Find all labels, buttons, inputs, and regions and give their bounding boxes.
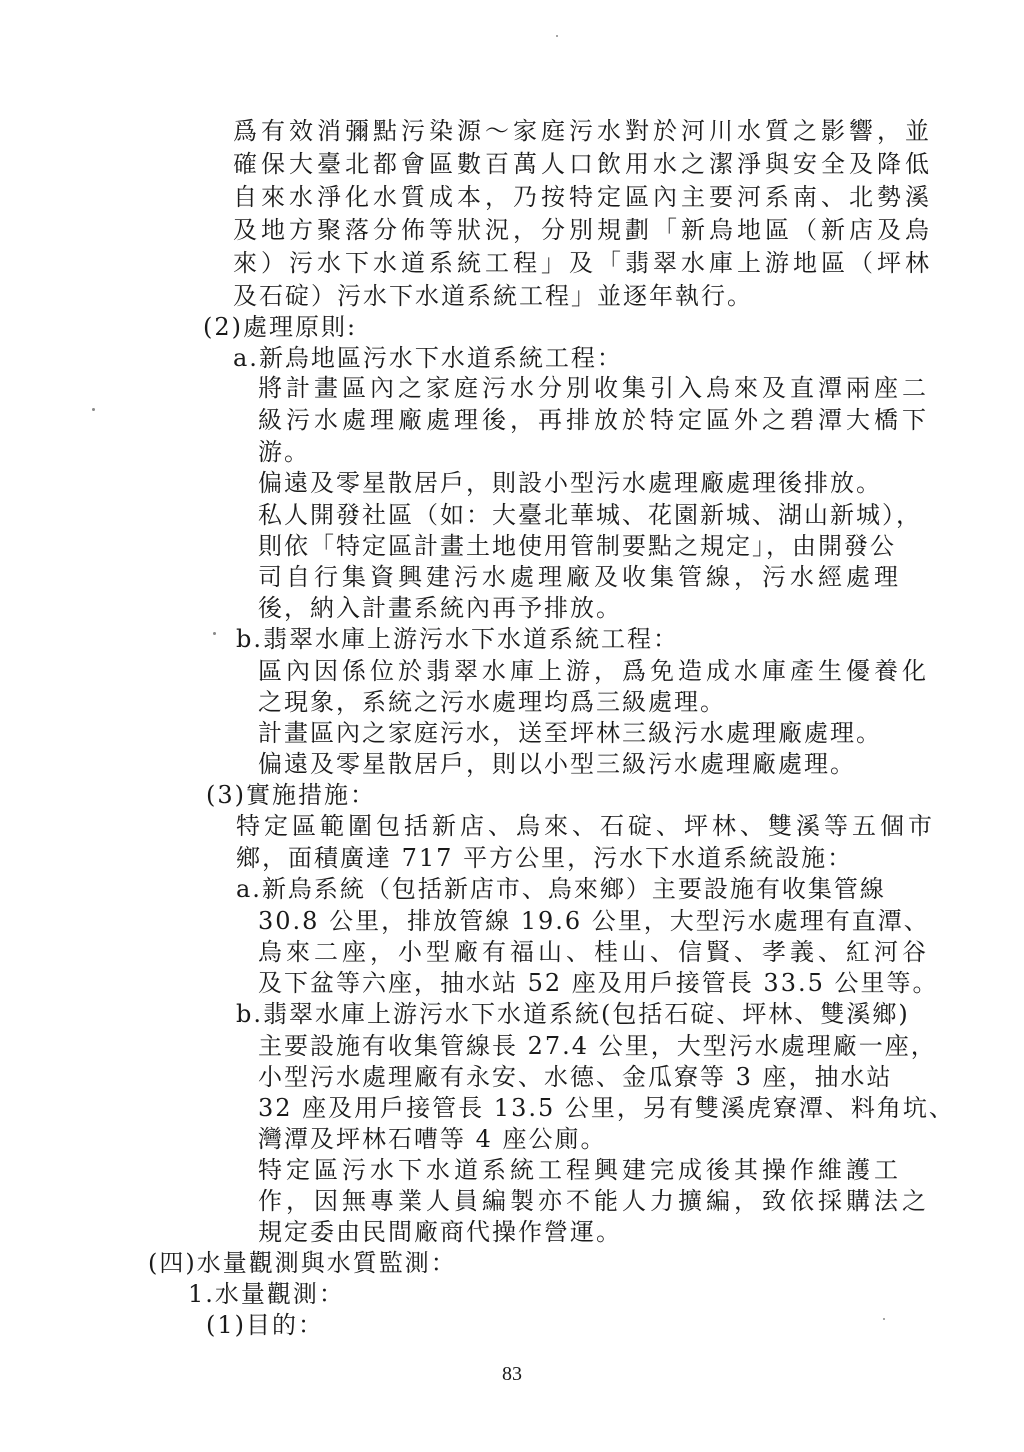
measures-heading: (3)實施措施： [206,781,376,809]
measures-b-line: 規定委由民間廠商代操作營運。 [258,1218,622,1246]
principles-a-line: 偏遠及零星散居戶，則設小型污水處理廠處理後排放。 [258,469,882,497]
principles-a-heading: a.新烏地區污水下水道系統工程： [233,344,623,372]
principles-a-line: 級污水處理廠處理後，再排放於特定區外之碧潭大橋下 [258,406,930,434]
section4-heading: (四)水量觀測與水質監測： [148,1249,457,1277]
principles-a-line: 私人開發社區（如：大臺北華城、花園新城、湖山新城）， [258,501,922,529]
measures-a-line: 30.8 公里，排放管線 19.6 公里，大型污水處理有直潭、 [258,907,930,935]
measures-intro-line: 鄉，面積廣達 717 平方公里，污水下水道系統設施： [236,844,854,872]
measures-b-line: 小型污水處理廠有永安、水德、金瓜寮等 3 座，抽水站 [258,1063,893,1091]
section4-sub1-1: (1)目的： [206,1311,324,1339]
principles-b-line: 區內因係位於翡翠水庫上游，爲免造成水庫產生優養化 [258,657,930,685]
measures-b-line: 特定區污水下水道系統工程興建完成後其操作維護工 [258,1156,902,1184]
intro-line-6: 及石碇）污水下水道系統工程」並逐年執行。 [233,282,753,310]
measures-b-line: 32 座及用戶接管長 13.5 公里，另有雙溪虎寮潭、料角坑、 [258,1094,955,1122]
intro-line-4: 及地方聚落分佈等狀況，分別規劃「新烏地區（新店及烏 [233,216,933,244]
intro-line-3: 自來水淨化水質成本，乃按特定區內主要河系南、北勢溪 [233,183,933,211]
scan-speck [92,408,95,411]
principles-b-heading: b.翡翠水庫上游污水下水道系統工程： [236,625,679,653]
measures-b-line: 主要設施有收集管線長 27.4 公里，大型污水處理廠一座， [258,1032,937,1060]
page-number: 83 [502,1363,522,1385]
principles-a-line: 將計畫區內之家庭污水分別收集引入烏來及直潭兩座二 [258,374,930,402]
principles-b-line: 之現象，系統之污水處理均爲三級處理。 [258,688,726,716]
section4-sub1: 1.水量觀測： [188,1280,345,1308]
principles-a-line: 司自行集資興建污水處理廠及收集管線，污水經處理 [258,563,902,591]
principles-b-line: 偏遠及零星散居戶，則以小型三級污水處理廠處理。 [258,750,856,778]
measures-b-line: 灣潭及坪林石嘈等 4 座公廁。 [258,1125,607,1153]
measures-a-line: 及下盆等六座，抽水站 52 座及用戶接管長 33.5 公里等。 [258,969,939,997]
scan-speck [556,35,558,37]
principles-b-line: 計畫區內之家庭污水，送至坪林三級污水處理廠處理。 [258,719,882,747]
intro-line-2: 確保大臺北都會區數百萬人口飲用水之潔淨與安全及降低 [233,150,933,178]
scan-speck [213,632,216,635]
principles-heading: (2)處理原則: [203,313,358,341]
principles-a-line: 則依「特定區計畫土地使用管制要點之規定」，由開發公 [258,532,896,560]
measures-intro-line: 特定區範圍包括新店、烏來、石碇、坪林、雙溪等五個市 [236,812,936,840]
principles-a-line: 游。 [258,438,310,466]
principles-a-line: 後，納入計畫系統內再予排放。 [258,594,622,622]
measures-a-first: a.新烏系統（包括新店市、烏來鄉）主要設施有收集管線 [236,875,886,903]
measures-b-line: 作，因無專業人員編製亦不能人力擴編，致依採購法之 [258,1187,930,1215]
intro-line-5: 來）污水下水道系統工程」及「翡翠水庫上游地區（坪林 [233,249,933,277]
intro-line-1: 爲有效消彌點污染源～家庭污水對於河川水質之影響，並 [233,117,933,145]
measures-a-line: 烏來二座，小型廠有福山、桂山、信賢、孝義、紅河谷 [258,938,930,966]
scan-speck [883,1318,885,1320]
measures-b-first: b.翡翠水庫上游污水下水道系統(包括石碇、坪林、雙溪鄉) [236,1000,910,1028]
